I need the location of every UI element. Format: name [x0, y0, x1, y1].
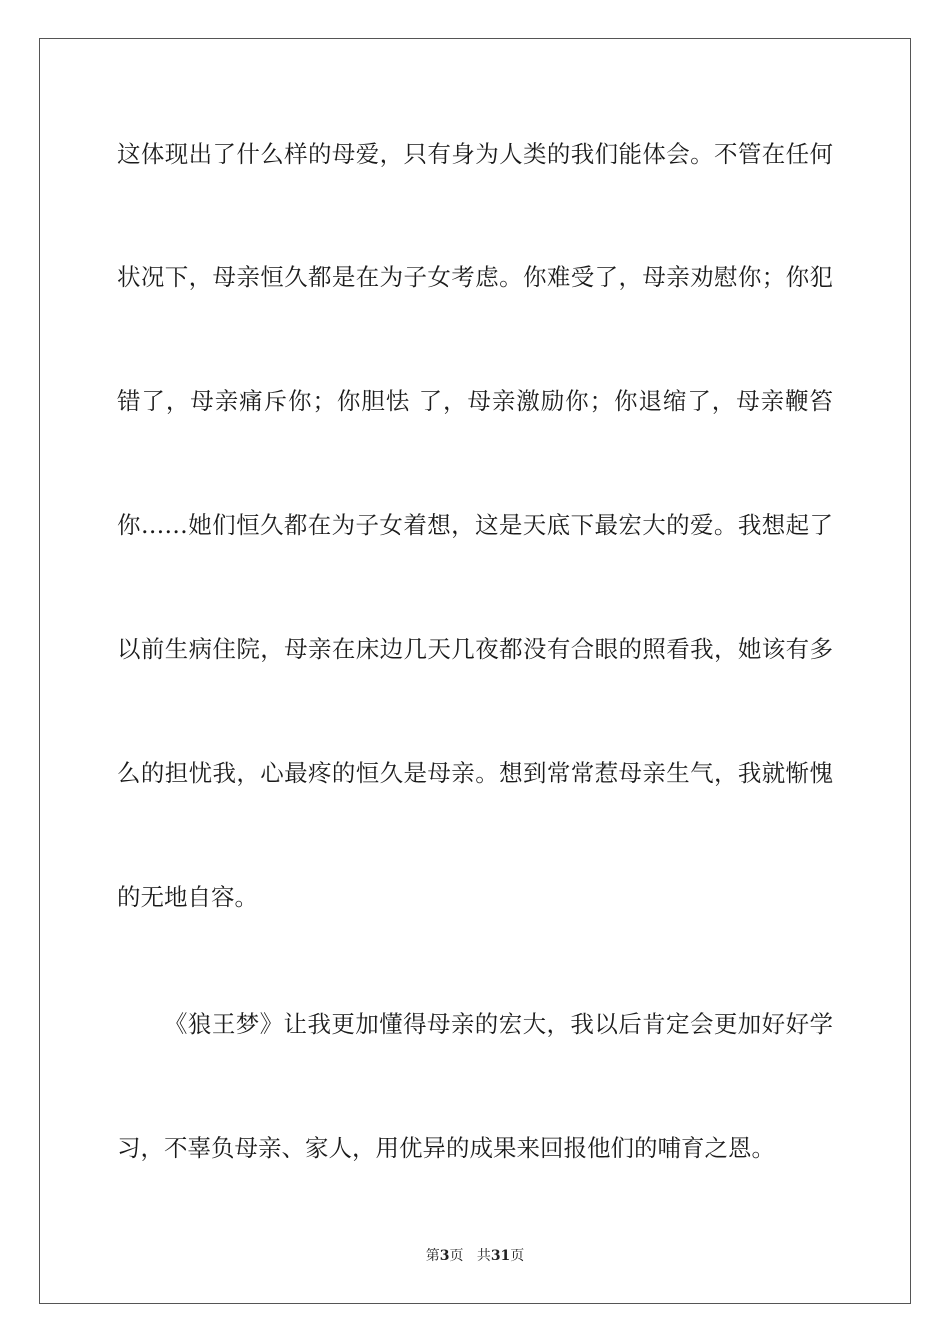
text-line: 以前生病住院，母亲在床边几天几夜都没有合眼的照看我，她该有多	[117, 635, 833, 663]
page-prefix: 第	[425, 1248, 440, 1264]
text-line: 这体现出了什么样的母爱，只有身为人类的我们能体会。不管在任何	[117, 140, 833, 168]
total-suffix: 页	[510, 1248, 525, 1264]
text-line: 的无地自容。	[117, 883, 258, 911]
text-line-paragraph-start: 《狼王梦》让我更加懂得母亲的宏大，我以后肯定会更加好好学	[164, 1010, 833, 1038]
page-number: 3	[439, 1248, 450, 1264]
text-line: 错了，母亲痛斥你；你胆怯 了，母亲激励你；你退缩了，母亲鞭笞	[117, 387, 833, 415]
text-line: 习，不辜负母亲、家人，用优异的成果来回报他们的哺育之恩。	[117, 1134, 775, 1162]
total-prefix: 共	[476, 1248, 491, 1264]
total-pages: 31	[490, 1248, 511, 1264]
page-border	[39, 38, 911, 1304]
text-line: 状况下，母亲恒久都是在为子女考虑。你难受了，母亲劝慰你；你犯	[117, 263, 833, 291]
page-footer	[0, 1247, 950, 1265]
text-line: 你……她们恒久都在为子女着想，这是天底下最宏大的爱。我想起了	[117, 511, 833, 539]
page-suffix: 页	[449, 1248, 464, 1264]
text-line: 么的担忧我，心最疼的恒久是母亲。想到常常惹母亲生气，我就惭愧	[117, 759, 833, 787]
